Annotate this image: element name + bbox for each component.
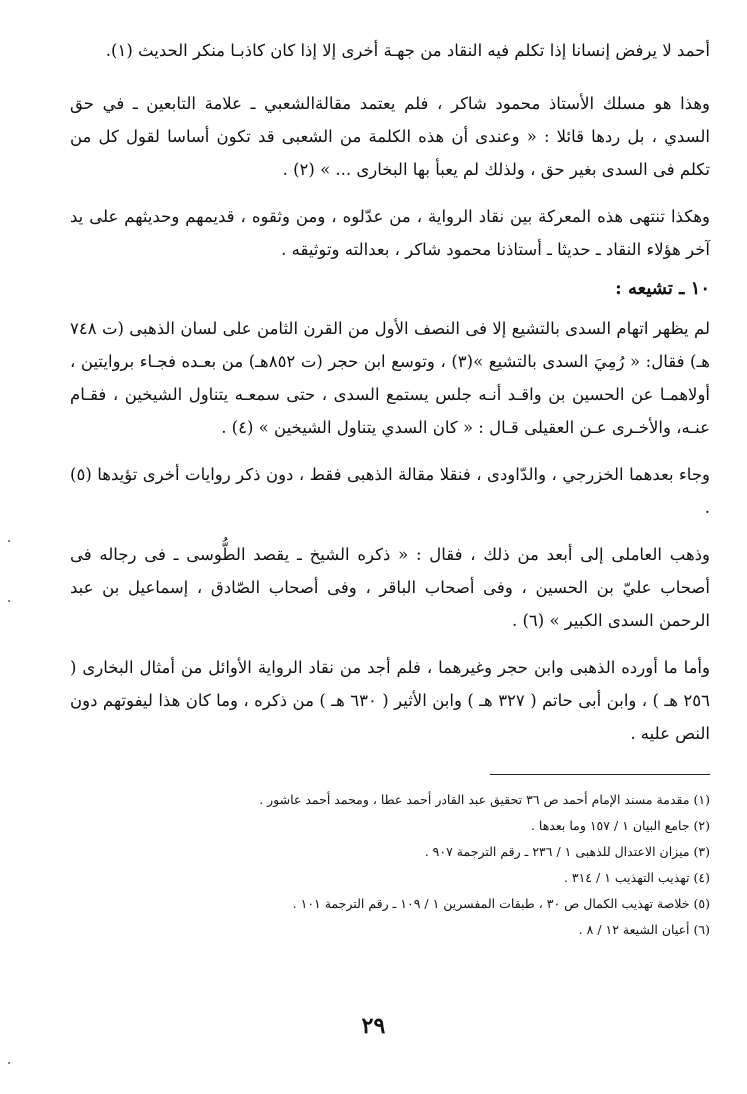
footnote-item: (٦) أعيان الشيعة ١٢ / ٨ .: [578, 922, 710, 937]
page-content: [70, 34, 710, 943]
scan-speck: [8, 600, 10, 602]
paragraph-intro: أحمد لا يرفض إنسانا إذا تكلم فيه النقاد من جهـة أخرى إلا إذا كان كاذبـا منكر الحديث (١).: [105, 41, 710, 60]
footnote-divider: [490, 774, 710, 775]
paragraph-conclusion: وهكذا تنتهى هذه المعركة بين نقاد الرواية ، من عدّلوه ، ومن وثقوه ، قديمهم وحديثهم على يد آخر هؤلاء النقاد ـ حديثا ـ أستاذنا محمود شاكر ، بعدالته وتوثيقه .: [70, 207, 710, 259]
footnote-item: (٤) تهذيب التهذيب ١ / ٣١٤ .: [563, 870, 710, 885]
paragraph-khazraji: وجاء بعدهما الخزرجي ، والدّاودى ، فنقلا مقالة الذهبى فقط ، دون ذكر روايات أخرى تؤيدها (٥) .: [70, 465, 710, 517]
scan-specks: [4, 0, 10, 1094]
paragraph-early-critics: وأما ما أورده الذهبى وابن حجر وغيرهما ، فلم أجد من نقاد الرواية الأوائل من أمثال البخارى ( ٢٥٦ هـ ) ، وابن أبى حاتم ( ٣٢٧ هـ ) وابن الأثير ( ٦٣٠ هـ ) من ذكره ، وما كان هذا ليفوتهم دون النص عليه .: [70, 658, 710, 743]
footnote-item: (٥) خلاصة تهذيب الكمال ص ٣٠ ، طبقات المفسرين ١ / ١٠٩ ـ رقم الترجمة ١٠١ .: [292, 896, 710, 911]
paragraph-amili: وذهب العاملى إلى أبعد من ذلك ، فقال : « ذكره الشيخ ـ يقصد الطُّوسى ـ فى رجاله فى أصحاب عليّ بن الحسين ، وفى أصحاب الباقر ، وفى أصحاب الصّادق ، إسماعيل بن عبد الرحمن السدى الكبير » (٦) .: [70, 545, 710, 630]
footnote-item: (٢) جامع البيان ١ / ١٥٧ وما بعدها .: [530, 818, 710, 833]
section-heading: ١٠ ـ تشيعه :: [615, 278, 710, 299]
paragraph-tashayyu-origin: لم يظهر اتهام السدى بالتشيع إلا فى النصف الأول من القرن الثامن على لسان الذهبى (ت ٧٤٨ هـ) فقال: « رُمِيَ السدى بالتشيع »(٣) ، وتوسع ابن حجر (ت ٨٥٢هـ) من بعـده فجـاء بروايتين ، أولاهمـا عن الحسين بن واقـد أنـه جلس يستمع السدى ، حتى سمعـه يتناول الشيخين ، فقـام عنـه، والأخـرى عـن العقيلى قـال : « كان السدي يتناول الشيخين » (٤) .: [70, 319, 710, 437]
footnote-item: (١) مقدمة مسند الإمام أحمد ص ٣٦ تحقيق عبد القادر أحمد عطا ، ومحمد أحمد عاشور .: [259, 792, 710, 807]
page-number: ٢٩: [361, 1013, 386, 1039]
scan-speck: [8, 1062, 10, 1064]
footnotes-list: [70, 787, 710, 943]
scan-speck: [8, 540, 10, 542]
paragraph-shakir-method: وهذا هو مسلك الأستاذ محمود شاكر ، فلم يعتمد مقالةالشعبي ـ علامة التابعين ـ في حق السدي ، بل ردها قائلا : « وعندى أن هذه الكلمة من الشعبى قد تكون أساسا لقول كل من تكلم فى السدى بغير حق ، ولذلك لم يعبأ بها البخارى ... » (٢) .: [70, 94, 710, 179]
footnote-item: (٣) ميزان الاعتدال للذهبى ١ / ٢٣٦ ـ رقم الترجمة ٩٠٧ .: [424, 844, 710, 859]
